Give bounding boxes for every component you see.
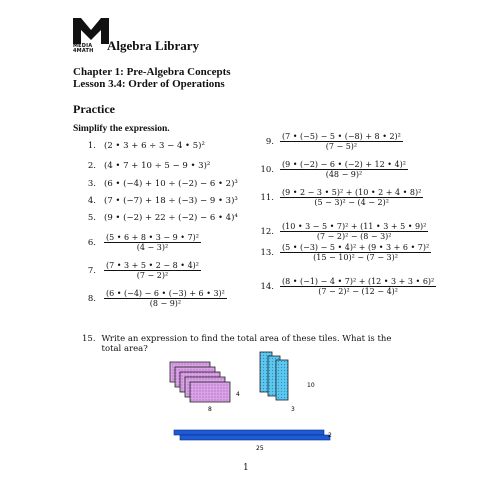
problem-number: 3. <box>87 179 96 189</box>
fraction-denominator: (48 − 9)² <box>325 170 363 179</box>
problem-number: 10. <box>260 164 274 175</box>
problem-fraction <box>280 160 408 179</box>
problem-expression: (6 • (−4) + 10 ÷ (−2) − 6 • 2)³ <box>104 179 238 189</box>
purple-height-label: 4 <box>236 391 240 398</box>
fraction-numerator: (8 • (−1) − 4 • 7)² + (12 • 3 + 3 • 6)² <box>282 277 435 286</box>
problem-fraction <box>280 132 403 151</box>
problem-fraction <box>104 261 201 280</box>
chapter-heading <box>73 66 231 90</box>
problem-number: 7. <box>87 265 96 276</box>
section-title: Practice <box>73 102 115 116</box>
problem-expression: (9 • (−2) + 22 ÷ (−2) − 6 • 4)⁴ <box>104 213 238 223</box>
chapter-title: Chapter 1: Pre-Algebra Concepts <box>73 66 231 78</box>
problem-10 <box>258 160 408 179</box>
fraction-numerator: (6 • (−4) − 6 • (−3) + 6 • 3)² <box>106 289 225 298</box>
lesson-title: Lesson 3.4: Order of Operations <box>73 78 225 90</box>
fraction-numerator: (9 • 2 − 3 • 5)² + (10 • 2 + 4 • 8)² <box>282 188 422 197</box>
library-title: Algebra Library <box>107 38 200 53</box>
problem-3 <box>80 179 238 189</box>
blue-tiles <box>260 352 288 400</box>
problem-expression: (2 • 3 + 6 ÷ 3 − 4 • 5)² <box>104 141 205 151</box>
fraction-denominator: (5 − 3)² − (4 − 2)² <box>314 198 389 207</box>
problem-number: 1. <box>87 141 96 151</box>
fraction-denominator: (7 − 5)² <box>325 142 358 151</box>
problem-fraction <box>104 233 201 252</box>
problem-number: 8. <box>87 293 96 304</box>
problem-number: 6. <box>87 237 96 248</box>
long-bar <box>174 430 324 435</box>
problem-number: 13. <box>260 247 274 258</box>
long-bar <box>180 435 330 440</box>
problem-fraction <box>280 222 428 241</box>
problem-number: 9. <box>265 136 274 147</box>
fraction-numerator: (9 • (−2) − 6 • (−2) + 12 • 4)² <box>282 160 406 169</box>
fraction-numerator: (7 • (−5) − 5 • (−8) + 8 • 2)² <box>282 132 401 141</box>
blue-tile <box>276 360 288 400</box>
fraction-denominator: (7 − 2)² − (12 − 4)² <box>318 287 398 296</box>
blue-height-label: 10 <box>307 382 315 389</box>
problem-fraction <box>104 289 227 308</box>
fraction-denominator: (15 − 10)² − (7 − 3)² <box>313 253 398 262</box>
problem-number: 4. <box>87 196 96 206</box>
fraction-numerator: (7 • 3 + 5 • 2 − 8 • 4)² <box>106 261 199 270</box>
blue-width-label: 3 <box>291 406 295 413</box>
problem-fraction <box>280 188 423 207</box>
problem-4 <box>80 196 238 206</box>
fraction-numerator: (5 • (−3) − 5 • 4)² + (9 • 3 + 6 • 7)² <box>282 243 430 252</box>
instruction: Simplify the expression. <box>73 124 170 134</box>
page-number: 1 <box>243 463 249 473</box>
problem-13 <box>258 243 431 262</box>
fraction-numerator: (10 • 3 − 5 • 7)² + (11 • 3 + 5 • 9)² <box>282 222 427 231</box>
problem-1 <box>80 141 205 151</box>
problem-expression: (4 • 7 + 10 ÷ 5 − 9 • 3)² <box>104 161 211 171</box>
logo-text: MEDIA 4MATH <box>73 43 94 54</box>
fraction-denominator: (7 − 2)² − (8 − 3)² <box>316 232 392 241</box>
problem-number: 11. <box>260 192 274 203</box>
bar-width-label: 25 <box>256 445 264 452</box>
problem-6 <box>80 233 201 252</box>
purple-tiles <box>170 362 230 402</box>
problem-14 <box>258 277 436 296</box>
fraction-denominator: (8 − 9)² <box>149 299 182 308</box>
bar-height-label: 2 <box>328 432 332 439</box>
problem-7 <box>80 261 201 280</box>
fraction-denominator: (7 − 2)² <box>136 271 169 280</box>
long-bars <box>174 430 330 440</box>
fraction-denominator: (4 − 3)² <box>136 243 169 252</box>
purple-width-label: 8 <box>208 406 212 413</box>
fraction-numerator: (5 • 6 + 8 • 3 − 9 • 7)² <box>106 233 199 242</box>
problem-number: 2. <box>87 161 96 171</box>
problem-number: 5. <box>87 213 96 223</box>
problem-5 <box>80 213 238 223</box>
problem-number: 14. <box>260 281 274 292</box>
problem-12 <box>258 222 428 241</box>
problem-8 <box>80 289 227 308</box>
problem-fraction <box>280 277 436 296</box>
tiles-diagram <box>160 348 360 454</box>
problem-number: 12. <box>260 226 274 237</box>
question-number: 15. <box>82 334 96 344</box>
problem-9 <box>258 132 403 151</box>
problem-2 <box>80 161 210 171</box>
problem-fraction <box>280 243 431 262</box>
question-text: Write an expression to find the total area of these tiles. What is the total area? <box>101 334 392 354</box>
purple-tile <box>190 382 230 402</box>
problem-expression: (7 • (−7) + 18 ÷ (−3) − 9 • 3)³ <box>104 196 238 206</box>
problem-11 <box>258 188 423 207</box>
media4math-logo-icon <box>73 18 109 44</box>
